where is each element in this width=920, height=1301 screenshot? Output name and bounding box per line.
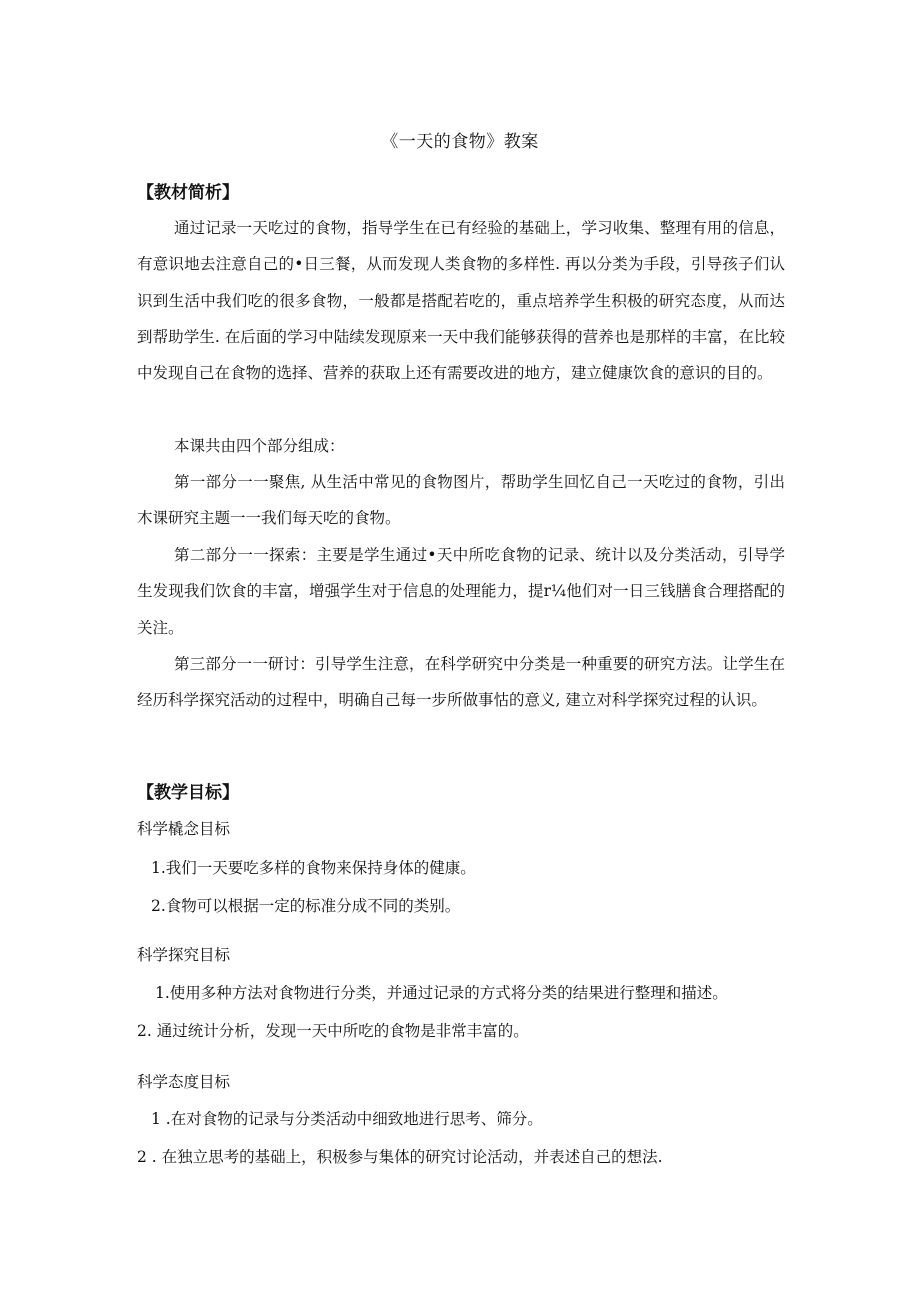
objective-item: 1.使用多种方法对食物进行分类，并通过记录的方式将分类的结果进行整理和描述。 [155,984,728,1002]
objective-label-inquiry: 科学探究目标 [137,946,231,964]
objective-item: 2 . 在独立思考的基础上，积极参与集体的研究讨论活动，并表述自己的想法. [137,1148,663,1166]
objective-item: 2.食物可以根据一定的标准分成不同的类别。 [151,897,461,915]
objective-label-concept: 科学橇念目标 [137,820,231,838]
analysis-paragraph-part3: 第三部分一一研讨：引导学生注意，在科学研究中分类是一种重要的研究方法。让学生在经历科学探究活动的过程中，明确自己每一步所做事怙的意义, 建立对科学探究过程的认识。 [137,655,785,710]
analysis-paragraph-part2: 第二部分一一探索：主要是学生通过•天中所吃食物的记录、统计以及分类活动，引导学生发现我们饮食的丰富，增强学生对于信息的处理能力，提r¼他们对一日三钱膳食合理搭配的关注。 [137,546,785,637]
section-heading-objectives: 【教学目标】 [137,783,239,803]
analysis-paragraph-part1: 第一部分一一聚焦, 从生活中常见的食物图片，帮助学生回忆自己一天吃过的食物，引出木课研究主题一一我们每天吃的食物。 [137,473,785,528]
objective-item: 1.我们一天要吃多样的食物来保持身体的健康。 [151,859,476,877]
objective-label-attitude: 科学态度目标 [137,1073,231,1091]
objective-item: 2. 通过统计分析，发现一天中所吃的食物是非常丰富的。 [137,1022,529,1040]
objective-item: 1 .在对食物的记录与分类活动中细致地进行思考、筛分。 [151,1110,543,1128]
document-title: 《一天的食物》教案 [381,132,539,152]
analysis-paragraph-2: 本课共由四个部分组成： [174,437,345,455]
analysis-paragraph-1: 通过记录一天吃过的食物，指导学生在已有经验的基础上，学习收集、整理有用的信息，有意识地去注意自己的•日三餐，从而发现人类食物的多样性. 再以分类为手段，引导孩子们认识到生活中我们吃的很多食物，一般都是搭配若吃的，重点培养学生积极的研究态度，从而达到帮助学生. 在后面的学习中陆续发现原来一天中我们能够获得的营养也是那样的丰富，在比较中发现自己在食物的选择、营养的获取上还有需要改进的地方，建立健康饮食的意识的目的。 [137,219,785,383]
section-heading-analysis: 【教材简析】 [137,183,239,203]
